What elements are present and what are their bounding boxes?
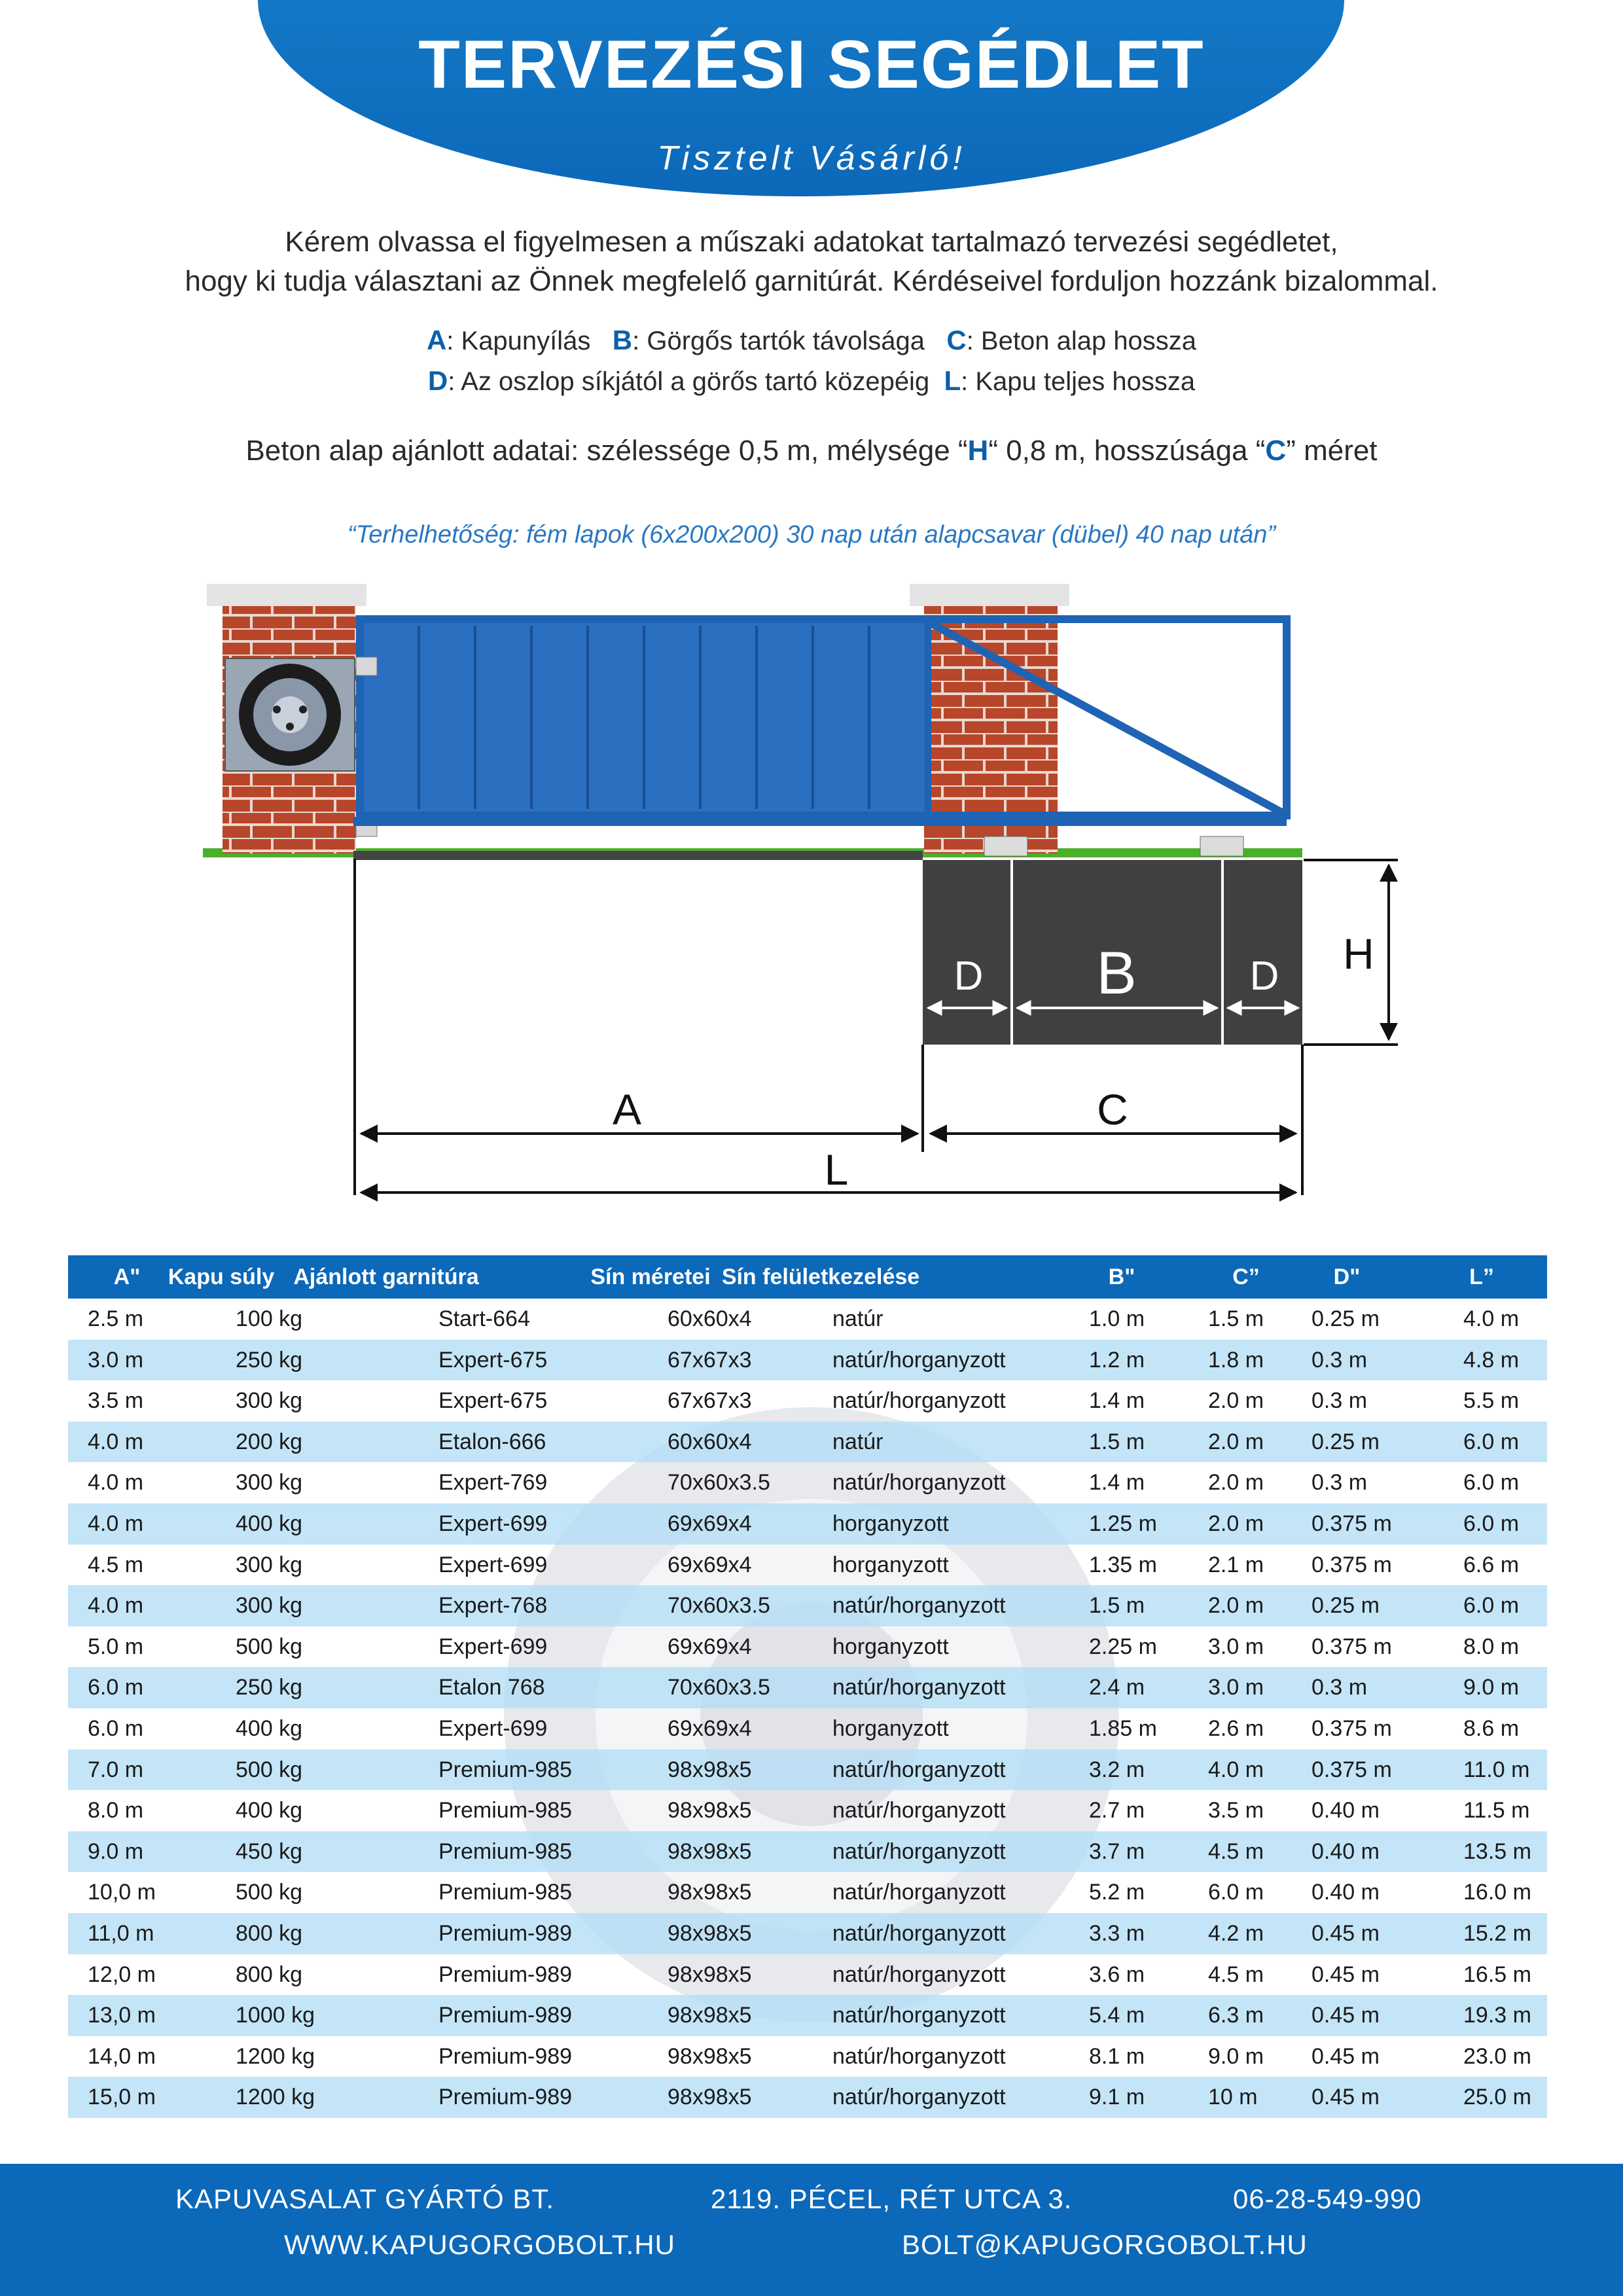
table-cell: 0.25 m <box>1311 1306 1380 1331</box>
dim-l-label: L <box>824 1145 849 1194</box>
table-cell: 4.8 m <box>1463 1347 1520 1372</box>
table-cell: 0.45 m <box>1311 1920 1380 1946</box>
table-cell: 69x69x4 <box>668 1552 752 1577</box>
legend-c-text: : Beton alap hossza <box>966 327 1197 355</box>
guide-roller-top <box>356 657 377 675</box>
table-row <box>68 1299 1547 1340</box>
table-cell: 400 kg <box>236 1715 303 1741</box>
table-cell: Premium-989 <box>438 2003 573 2028</box>
spec-table <box>68 1255 1547 2118</box>
table-cell: Premium-985 <box>438 1880 573 1905</box>
table-cell: 300 kg <box>236 1388 303 1414</box>
table-cell: 98x98x5 <box>668 2085 752 2110</box>
legend-c-key: C <box>946 325 967 355</box>
table-cell: natúr/horganyzott <box>832 1798 1006 1823</box>
table-cell: 2.5 m <box>88 1306 144 1331</box>
table-cell: 5.0 m <box>88 1634 144 1659</box>
table-header-cell: A" <box>113 1265 141 1289</box>
table-cell: 19.3 m <box>1463 2003 1531 2028</box>
table-cell: 4.0 m <box>1463 1306 1520 1331</box>
table-cell: Expert-675 <box>438 1388 548 1414</box>
gear-logo-icon <box>225 658 355 771</box>
table-cell: 6.0 m <box>1463 1429 1520 1454</box>
table-cell: 23.0 m <box>1463 2043 1531 2069</box>
table-cell: 200 kg <box>236 1429 303 1454</box>
table-cell: 0.45 m <box>1311 1962 1380 1987</box>
table-cell: 70x60x3.5 <box>668 1470 770 1496</box>
table-row <box>68 1831 1547 1873</box>
table-cell: 10 m <box>1208 2085 1258 2110</box>
table-cell: 5.2 m <box>1089 1880 1145 1905</box>
table-cell: 800 kg <box>236 1962 303 1987</box>
table-cell: 9.0 m <box>88 1839 144 1864</box>
table-cell: Expert-699 <box>438 1715 548 1741</box>
roller-carriage-2 <box>1200 836 1243 856</box>
table-cell: 67x67x3 <box>668 1388 752 1414</box>
table-cell: 98x98x5 <box>668 1757 752 1782</box>
table-cell: 9.0 m <box>1208 2043 1264 2069</box>
table-cell: 0.375 m <box>1311 1757 1392 1782</box>
table-cell: 11.0 m <box>1463 1757 1530 1782</box>
table-cell: 0.3 m <box>1311 1347 1368 1372</box>
table-cell: 10,0 m <box>88 1880 156 1905</box>
table-cell: 16.0 m <box>1463 1880 1531 1905</box>
dim-d-left-label: D <box>954 954 984 999</box>
table-cell: 450 kg <box>236 1839 303 1864</box>
table-cell: Premium-989 <box>438 1962 573 1987</box>
table-cell: 4.0 m <box>1208 1757 1264 1782</box>
table-cell: 1.5 m <box>1208 1306 1264 1331</box>
table-cell: 5.4 m <box>1089 2003 1145 2028</box>
table-cell: 1000 kg <box>236 2003 315 2028</box>
table-cell: 0.45 m <box>1311 2003 1380 2028</box>
table-cell: 8.1 m <box>1089 2043 1145 2069</box>
table-cell: 2.0 m <box>1208 1511 1264 1536</box>
table-cell: 13.5 m <box>1463 1839 1531 1864</box>
table-cell: 0.375 m <box>1311 1715 1392 1741</box>
table-cell: 250 kg <box>236 1675 303 1700</box>
table-cell: 98x98x5 <box>668 1962 752 1987</box>
table-cell: natúr/horganyzott <box>832 1593 1006 1619</box>
table-cell: 6.3 m <box>1208 2003 1264 2028</box>
table-cell: 400 kg <box>236 1798 303 1823</box>
legend-b-text: : Görgős tartók távolsága <box>632 327 925 355</box>
table-cell: 98x98x5 <box>668 2003 752 2028</box>
table-cell: 100 kg <box>236 1306 303 1331</box>
table-cell: 3.0 m <box>1208 1634 1264 1659</box>
table-cell: 25.0 m <box>1463 2085 1531 2110</box>
table-cell: natúr <box>832 1429 883 1454</box>
table-cell: 0.25 m <box>1311 1593 1380 1619</box>
table-cell: 800 kg <box>236 1920 303 1946</box>
table-cell: 500 kg <box>236 1634 303 1659</box>
table-cell: Expert-768 <box>438 1593 548 1619</box>
table-cell: 4.5 m <box>1208 1839 1264 1864</box>
table-cell: 4.5 m <box>88 1552 144 1577</box>
table-cell: 4.0 m <box>88 1470 144 1496</box>
table-cell: horganyzott <box>832 1511 949 1536</box>
table-cell: 0.40 m <box>1311 1880 1380 1905</box>
table-cell: 3.0 m <box>88 1347 144 1372</box>
table-cell: Premium-989 <box>438 1920 573 1946</box>
legend-a-key: A <box>426 325 447 355</box>
page-subtitle: Tisztelt Vásárló! <box>657 139 966 177</box>
table-header-cell: B" <box>1108 1265 1135 1289</box>
page-title: TERVEZÉSI SEGÉDLET <box>418 27 1205 103</box>
table-cell: natúr/horganyzott <box>832 2085 1006 2110</box>
table-cell: Expert-699 <box>438 1634 548 1659</box>
table-cell: 0.375 m <box>1311 1634 1392 1659</box>
footer-email-link[interactable]: BOLT@KAPUGORGOBOLT.HU <box>902 2229 1308 2260</box>
table-cell: Expert-699 <box>438 1552 548 1577</box>
table-cell: Premium-985 <box>438 1839 573 1864</box>
table-cell: natúr/horganyzott <box>832 1757 1006 1782</box>
table-cell: 8.0 m <box>88 1798 144 1823</box>
table-cell: 0.3 m <box>1311 1675 1368 1700</box>
table-cell: 67x67x3 <box>668 1347 752 1372</box>
table-cell: 14,0 m <box>88 2043 156 2069</box>
table-cell: 4.0 m <box>88 1593 144 1619</box>
table-cell: 6.0 m <box>1463 1511 1520 1536</box>
table-cell: 1.35 m <box>1089 1552 1157 1577</box>
table-row <box>68 1872 1547 1913</box>
table-row <box>68 1790 1547 1831</box>
table-cell: natúr/horganyzott <box>832 1675 1006 1700</box>
table-cell: 1.4 m <box>1089 1470 1145 1496</box>
table-cell: Expert-769 <box>438 1470 548 1496</box>
table-cell: 4.0 m <box>88 1511 144 1536</box>
table-cell: 1.0 m <box>1089 1306 1145 1331</box>
table-cell: 98x98x5 <box>668 1839 752 1864</box>
table-cell: 1.85 m <box>1089 1715 1157 1741</box>
table-cell: horganyzott <box>832 1715 949 1741</box>
legend-d-text: : Az oszlop síkjától a görős tartó közepéig <box>448 367 930 396</box>
table-row <box>68 1545 1547 1586</box>
table-cell: 0.25 m <box>1311 1429 1380 1454</box>
table-row <box>68 1585 1547 1626</box>
right-pillar-cap <box>910 584 1069 606</box>
table-cell: 0.3 m <box>1311 1470 1368 1496</box>
table-row <box>68 1995 1547 2036</box>
table-cell: 1200 kg <box>236 2043 315 2069</box>
table-cell: 5.5 m <box>1463 1388 1520 1414</box>
gate-bottom-rail <box>353 817 1287 826</box>
table-cell: 0.375 m <box>1311 1552 1392 1577</box>
table-row <box>68 1380 1547 1422</box>
table-cell: Expert-699 <box>438 1511 548 1536</box>
table-cell: Expert-675 <box>438 1347 548 1372</box>
table-cell: 98x98x5 <box>668 1798 752 1823</box>
table-cell: 7.0 m <box>88 1757 144 1782</box>
table-cell: Premium-989 <box>438 2085 573 2110</box>
table-row <box>68 1462 1547 1503</box>
left-pillar-cap <box>207 584 366 606</box>
table-cell: Start-664 <box>438 1306 530 1331</box>
table-cell: 69x69x4 <box>668 1715 752 1741</box>
table-header-cell: Sín felületkezelése <box>721 1265 920 1289</box>
table-cell: 1.2 m <box>1089 1347 1145 1372</box>
table-row <box>68 1913 1547 1954</box>
table-cell: 60x60x4 <box>668 1306 752 1331</box>
table-row <box>68 2036 1547 2077</box>
table-row <box>68 1708 1547 1749</box>
table-cell: 0.375 m <box>1311 1511 1392 1536</box>
table-cell: 1.5 m <box>1089 1593 1145 1619</box>
table-cell: 2.0 m <box>1208 1470 1264 1496</box>
table-cell: natúr/horganyzott <box>832 1347 1006 1372</box>
load-note: “Terhelhetőség: fém lapok (6x200x200) 30 nap után alapcsavar (dübel) 40 nap után” <box>347 521 1276 548</box>
table-cell: 98x98x5 <box>668 1920 752 1946</box>
beton-part-2: “ 0,8 m, hosszúsága “ <box>988 435 1266 467</box>
table-cell: 9.1 m <box>1089 2085 1145 2110</box>
intro-line-2: hogy ki tudja választani az Önnek megfelelő garnitúrát. Kérdéseivel forduljon hozzánk bizalommal. <box>185 265 1438 297</box>
table-cell: 6.0 m <box>1463 1470 1520 1496</box>
table-cell: natúr/horganyzott <box>832 1839 1006 1864</box>
table-cell: 0.45 m <box>1311 2085 1380 2110</box>
table-cell: 400 kg <box>236 1511 303 1536</box>
legend-b-key: B <box>612 325 633 355</box>
table-cell: 2.4 m <box>1089 1675 1145 1700</box>
table-cell: 3.7 m <box>1089 1839 1145 1864</box>
table-cell: 6.6 m <box>1463 1552 1520 1577</box>
table-cell: 2.0 m <box>1208 1593 1264 1619</box>
table-cell: 0.3 m <box>1311 1388 1368 1414</box>
table-cell: 2.0 m <box>1208 1388 1264 1414</box>
table-cell: natúr/horganyzott <box>832 2043 1006 2069</box>
footer-website-link[interactable]: WWW.KAPUGORGOBOLT.HU <box>284 2229 675 2260</box>
table-cell: 300 kg <box>236 1470 303 1496</box>
footer-phone[interactable]: 06-28-549-990 <box>1233 2183 1422 2214</box>
table-cell: 300 kg <box>236 1593 303 1619</box>
table-cell: 3.0 m <box>1208 1675 1264 1700</box>
table-cell: horganyzott <box>832 1634 949 1659</box>
table-header-row <box>68 1255 1547 1299</box>
table-cell: 70x60x3.5 <box>668 1675 770 1700</box>
beton-part-3: ” méret <box>1286 435 1378 467</box>
table-row <box>68 1422 1547 1463</box>
table-cell: 2.7 m <box>1089 1798 1145 1823</box>
table-row <box>68 1749 1547 1791</box>
table-cell: 3.2 m <box>1089 1757 1145 1782</box>
table-cell: horganyzott <box>832 1552 949 1577</box>
table-cell: 0.40 m <box>1311 1798 1380 1823</box>
table-cell: natúr/horganyzott <box>832 2003 1006 2028</box>
table-cell: 15.2 m <box>1463 1920 1531 1946</box>
table-header-cell: Sín méretei <box>590 1265 711 1289</box>
table-cell: 15,0 m <box>88 2085 156 2110</box>
table-cell: 4.2 m <box>1208 1920 1264 1946</box>
table-cell: 8.6 m <box>1463 1715 1520 1741</box>
table-cell: 98x98x5 <box>668 2043 752 2069</box>
table-row <box>68 1503 1547 1545</box>
table-cell: 6.0 m <box>88 1675 144 1700</box>
table-cell: 60x60x4 <box>668 1429 752 1454</box>
table-cell: Premium-989 <box>438 2043 573 2069</box>
table-cell: 250 kg <box>236 1347 303 1372</box>
table-cell: 69x69x4 <box>668 1511 752 1536</box>
table-cell: 1.8 m <box>1208 1347 1264 1372</box>
table-cell: 8.0 m <box>1463 1634 1520 1659</box>
table-cell: 16.5 m <box>1463 1962 1531 1987</box>
table-cell: 11.5 m <box>1463 1798 1530 1823</box>
table-cell: 2.0 m <box>1208 1429 1264 1454</box>
table-cell: 69x69x4 <box>668 1634 752 1659</box>
table-cell: 300 kg <box>236 1552 303 1577</box>
table-cell: 11,0 m <box>88 1920 154 1946</box>
dim-b-label: B <box>1096 940 1137 1007</box>
table-cell: 6.0 m <box>1208 1880 1264 1905</box>
table-cell: natúr/horganyzott <box>832 1962 1006 1987</box>
dim-h-label: H <box>1343 929 1374 978</box>
table-row <box>68 1340 1547 1381</box>
table-body <box>68 1299 1547 2118</box>
table-cell: 1.4 m <box>1089 1388 1145 1414</box>
legend-l-key: L <box>944 365 961 396</box>
table-cell: Etalon-666 <box>438 1429 546 1454</box>
dim-d-right-label: D <box>1249 954 1279 999</box>
table-cell: 3.6 m <box>1089 1962 1145 1987</box>
table-cell: natúr/horganyzott <box>832 1880 1006 1905</box>
table-cell: 2.6 m <box>1208 1715 1264 1741</box>
table-cell: 1200 kg <box>236 2085 315 2110</box>
table-cell: 500 kg <box>236 1757 303 1782</box>
table-row <box>68 1626 1547 1668</box>
table-cell: 3.5 m <box>1208 1798 1264 1823</box>
roller-carriage-1 <box>984 836 1027 856</box>
table-cell: 3.5 m <box>88 1388 144 1414</box>
table-cell: 500 kg <box>236 1880 303 1905</box>
table-row <box>68 1954 1547 1996</box>
table-row <box>68 2077 1547 2118</box>
table-cell: 9.0 m <box>1463 1675 1520 1700</box>
table-header-cell: Ajánlott garnitúra <box>293 1265 479 1289</box>
table-cell: 98x98x5 <box>668 1880 752 1905</box>
footer-address: 2119. PÉCEL, RÉT UTCA 3. <box>711 2183 1073 2214</box>
table-cell: Premium-985 <box>438 1757 573 1782</box>
table-cell: 13,0 m <box>88 2003 156 2028</box>
legend-d-key: D <box>427 365 448 396</box>
legend-l-text: : Kapu teljes hossza <box>961 367 1196 396</box>
footer <box>0 2164 1623 2296</box>
table-header-cell: L” <box>1469 1265 1494 1289</box>
table-cell: 12,0 m <box>88 1962 156 1987</box>
table-cell: 1.25 m <box>1089 1511 1157 1536</box>
dim-c-label: C <box>1097 1085 1128 1134</box>
table-cell: 2.25 m <box>1089 1634 1157 1659</box>
table-header-cell: Kapu súly <box>168 1265 275 1289</box>
beton-h-key: H <box>967 435 989 467</box>
table-row <box>68 1667 1547 1708</box>
table-cell: 2.1 m <box>1208 1552 1264 1577</box>
table-cell: natúr <box>832 1306 883 1331</box>
table-cell: 0.45 m <box>1311 2043 1380 2069</box>
table-cell: Premium-985 <box>438 1798 573 1823</box>
intro-line-1: Kérem olvassa el figyelmesen a műszaki adatokat tartalmazó tervezési segédletet, <box>285 226 1338 258</box>
footer-company: KAPUVASALAT GYÁRTÓ BT. <box>175 2183 555 2214</box>
table-cell: 4.0 m <box>88 1429 144 1454</box>
table-cell: natúr/horganyzott <box>832 1388 1006 1414</box>
beton-c-key: C <box>1265 435 1287 467</box>
table-cell: 4.5 m <box>1208 1962 1264 1987</box>
table-header-cell: D" <box>1333 1265 1361 1289</box>
table-cell: 70x60x3.5 <box>668 1593 770 1619</box>
beton-part-1: Beton alap ajánlott adatai: szélessége 0,5 m, mélysége “ <box>245 435 968 467</box>
table-cell: 1.5 m <box>1089 1429 1145 1454</box>
gate-infill <box>364 622 928 813</box>
dim-a-label: A <box>612 1085 642 1134</box>
table-cell: 3.3 m <box>1089 1920 1145 1946</box>
table-cell: natúr/horganyzott <box>832 1470 1006 1496</box>
table-cell: 6.0 m <box>88 1715 144 1741</box>
table-cell: natúr/horganyzott <box>832 1920 1006 1946</box>
table-cell: 0.40 m <box>1311 1839 1380 1864</box>
table-header-cell: C” <box>1232 1265 1260 1289</box>
table-cell: Etalon 768 <box>438 1675 545 1700</box>
ground-track <box>353 851 923 860</box>
legend-a-text: : Kapunyílás <box>446 327 591 355</box>
table-cell: 6.0 m <box>1463 1593 1520 1619</box>
